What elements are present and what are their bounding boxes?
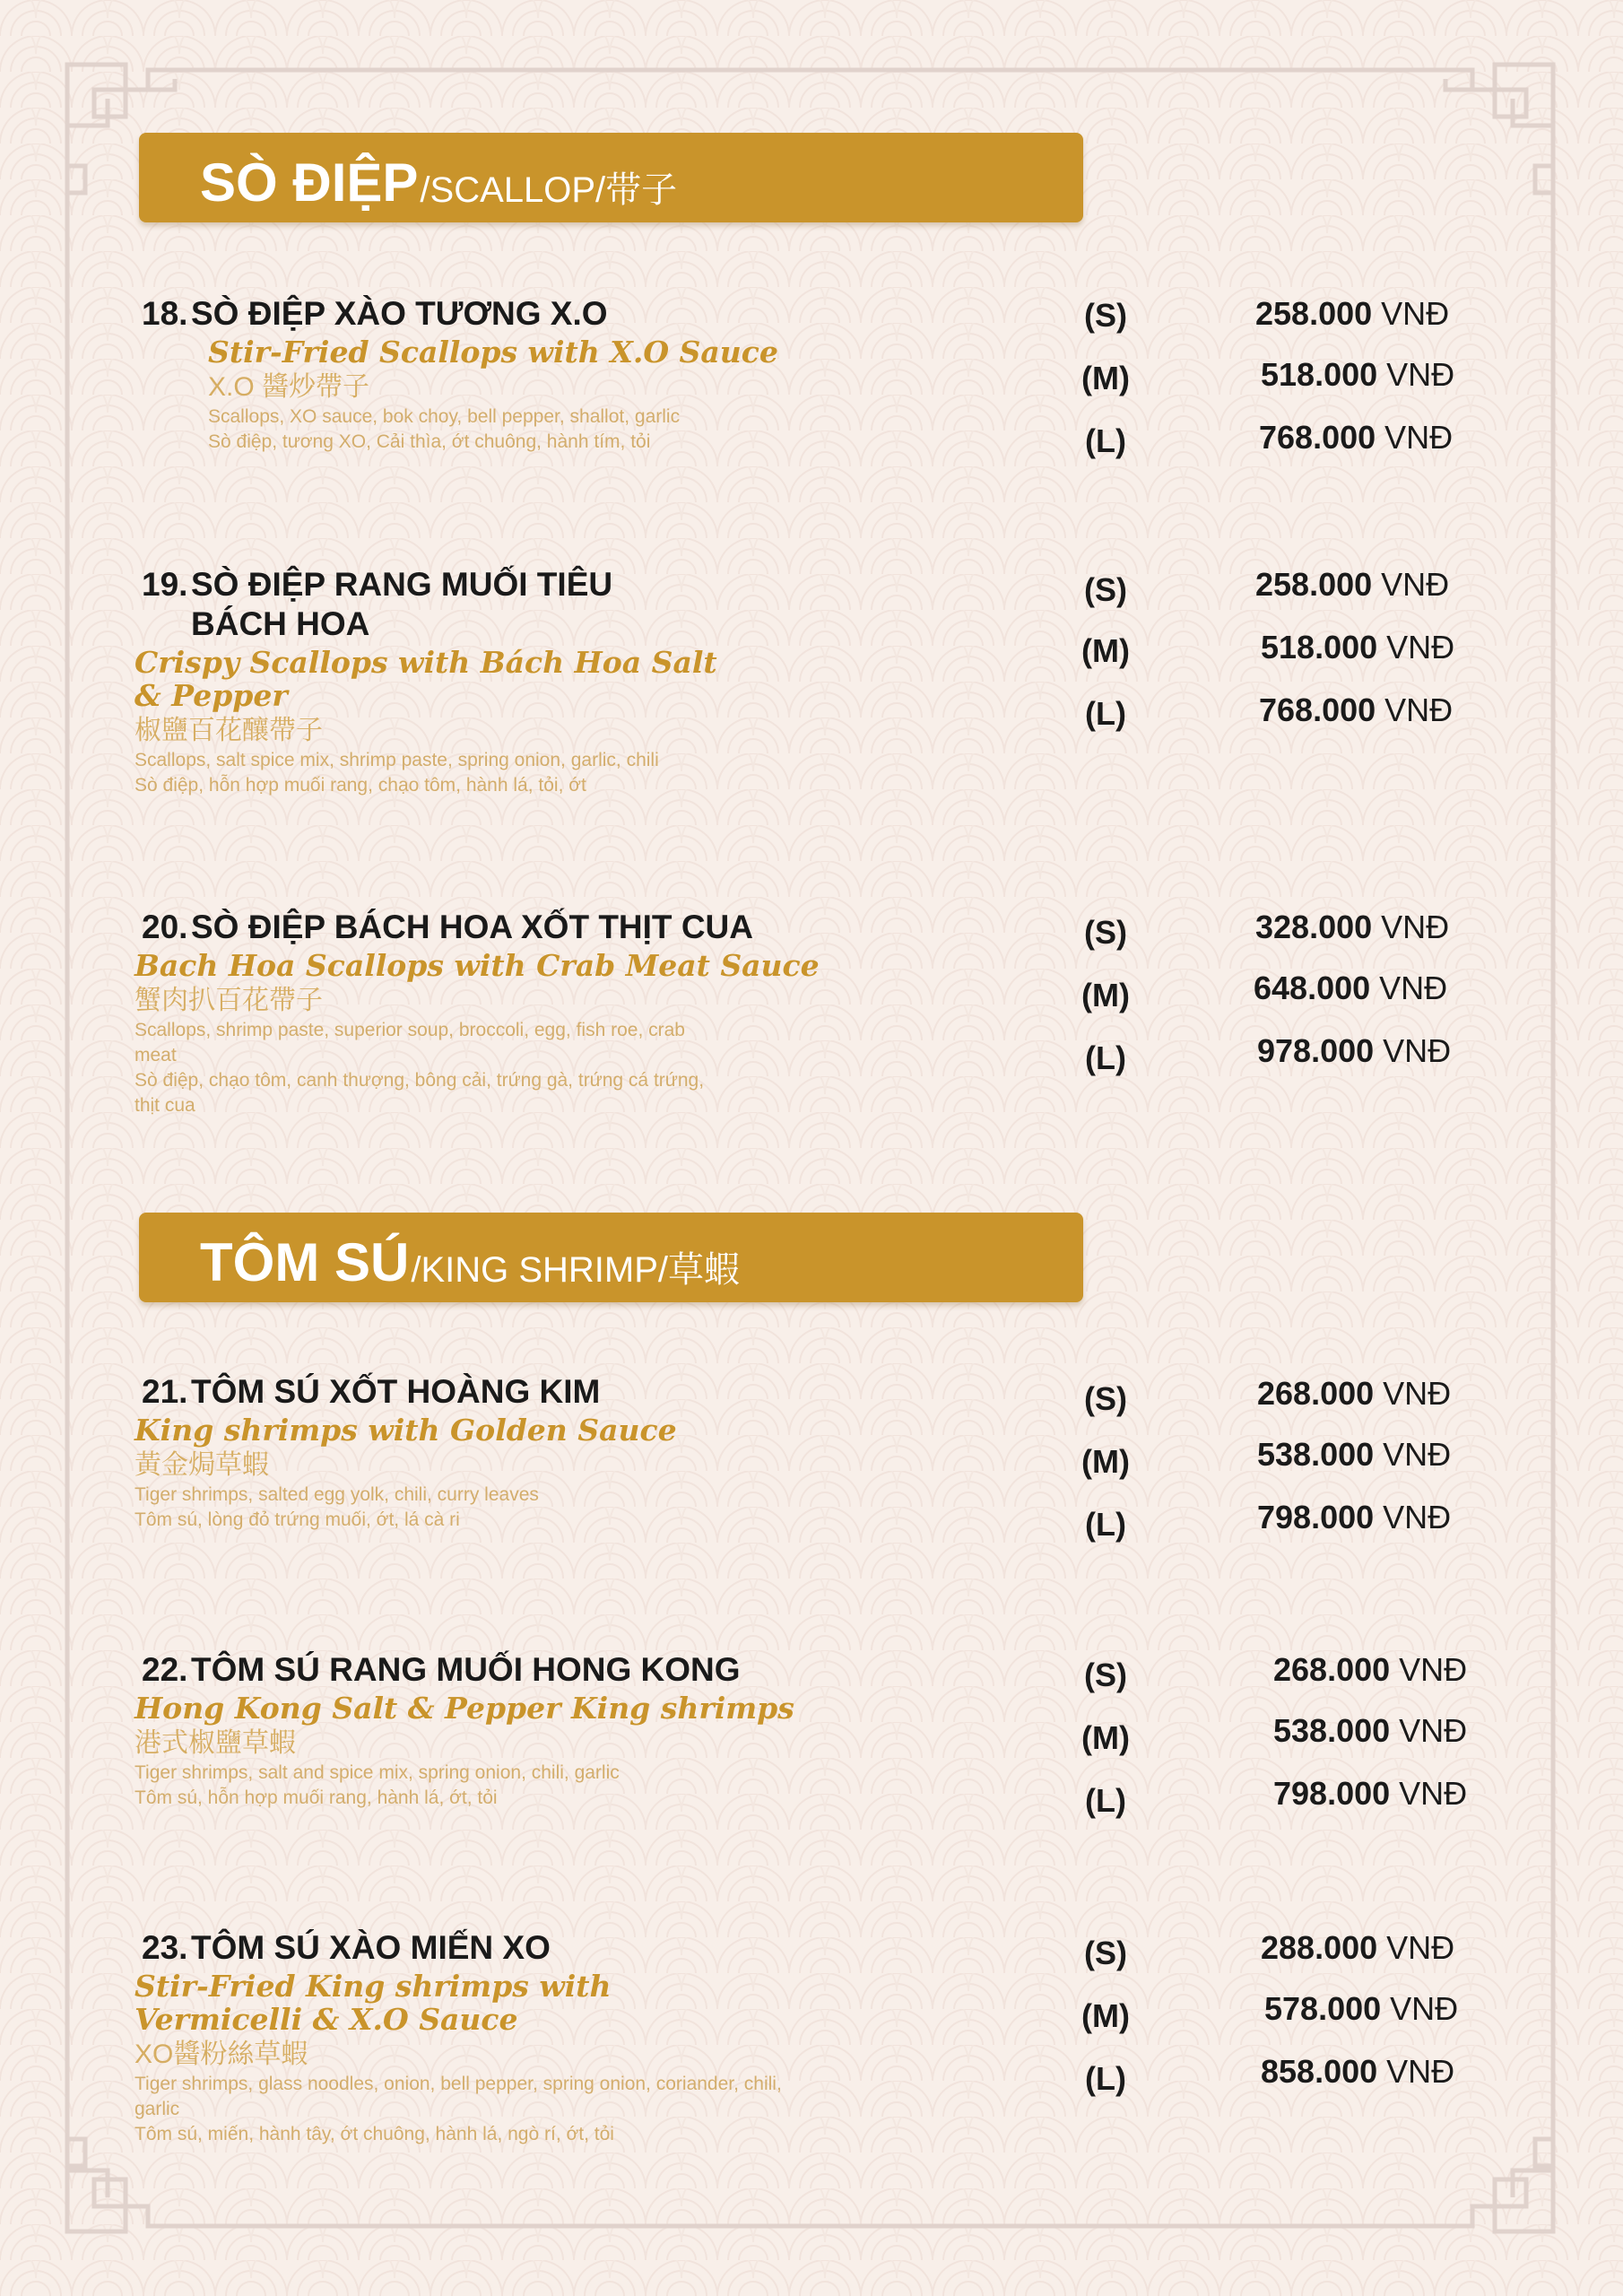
size-label: (L) [1085, 695, 1126, 732]
item-number: 20. [142, 909, 188, 945]
size-label: (S) [1084, 914, 1127, 951]
price [1257, 1500, 1451, 1535]
price-value: 258.000 [1255, 295, 1373, 332]
size-label: (M) [1081, 1443, 1130, 1480]
currency: VNĐ [1379, 970, 1448, 1006]
size-label: (M) [1081, 977, 1130, 1013]
price-value: 538.000 [1273, 1712, 1391, 1749]
price [1255, 296, 1449, 332]
size-label: (M) [1081, 632, 1130, 669]
section-banner-king-shrimp [139, 1213, 1083, 1302]
price-value: 538.000 [1257, 1436, 1375, 1473]
item-title: SÒ ĐIỆP XÀO TƯƠNG X.O [191, 295, 608, 332]
item-ingredients-vi: Sò điệp, tương XO, Cải thìa, ớt chuông, hành tím, tỏi [208, 431, 651, 452]
item-title: SÒ ĐIỆP RANG MUỐI TIÊU BÁCH HOA [191, 566, 613, 642]
section-title: TÔM SÚ [200, 1232, 410, 1292]
price [1261, 630, 1454, 665]
item-chinese-name: 港式椒鹽草蝦 [135, 1728, 296, 1758]
currency: VNĐ [1386, 1929, 1455, 1966]
currency: VNĐ [1381, 295, 1450, 332]
currency: VNĐ [1384, 691, 1454, 728]
currency: VNĐ [1390, 1990, 1459, 2027]
currency: VNĐ [1386, 629, 1455, 665]
price-value: 258.000 [1255, 566, 1373, 603]
price [1264, 1991, 1458, 2027]
menu-item-21 [135, 1372, 852, 1533]
price-value: 798.000 [1257, 1499, 1375, 1535]
currency: VNĐ [1399, 1775, 1468, 1812]
currency: VNĐ [1383, 1375, 1452, 1412]
item-number: 23. [142, 1929, 188, 1966]
price [1273, 1713, 1467, 1749]
currency: VNĐ [1383, 1499, 1452, 1535]
section-subtitle: /SCALLOP/带子 [420, 170, 678, 210]
size-label: (S) [1084, 1657, 1127, 1693]
price [1259, 420, 1453, 456]
currency: VNĐ [1386, 356, 1455, 393]
size-label: (L) [1085, 422, 1126, 459]
size-label: (M) [1081, 1719, 1130, 1756]
currency: VNĐ [1381, 566, 1450, 603]
item-chinese-name: XO醬粉絲草蝦 [135, 2039, 308, 2069]
size-label: (S) [1084, 1380, 1127, 1417]
menu-item-18 [135, 294, 852, 455]
item-number: 22. [142, 1651, 188, 1688]
currency: VNĐ [1399, 1712, 1468, 1749]
item-english-name: Crispy Scallops with Bách Hoa Salt & Pepper [135, 645, 717, 713]
price [1273, 1652, 1467, 1688]
size-label: (S) [1084, 1935, 1127, 1971]
section-subtitle: /KING SHRIMP/草蝦 [411, 1250, 741, 1290]
item-number: 18. [142, 295, 188, 332]
item-english-name: Hong Kong Salt & Pepper King shrimps [135, 1691, 794, 1726]
item-ingredients-vi: Tôm sú, miến, hành tây, ớt chuông, hành lá, ngò rí, ớt, tỏi [135, 2124, 614, 2144]
item-chinese-name: 椒鹽百花釀帶子 [135, 716, 323, 745]
item-ingredients-en: Tiger shrimps, salted egg yolk, chili, curry leaves [135, 1484, 539, 1505]
menu-item-19 [135, 565, 852, 798]
size-label: (S) [1084, 571, 1127, 608]
size-label: (S) [1084, 297, 1127, 334]
size-label: (L) [1085, 1506, 1126, 1543]
menu-item-22 [135, 1650, 852, 1811]
item-english-name: Bach Hoa Scallops with Crab Meat Sauce [135, 948, 820, 983]
price [1273, 1776, 1467, 1812]
price-value: 768.000 [1259, 691, 1376, 728]
price [1261, 2054, 1454, 2090]
menu-item-20 [135, 908, 852, 1118]
item-ingredients-en: Scallops, XO sauce, bok choy, bell pepper, shallot, garlic [208, 406, 681, 427]
currency: VNĐ [1381, 909, 1450, 945]
section-banner-scallop [139, 133, 1083, 222]
currency: VNĐ [1384, 419, 1454, 456]
price-value: 858.000 [1261, 2053, 1378, 2090]
currency: VNĐ [1383, 1032, 1452, 1069]
item-title: SÒ ĐIỆP BÁCH HOA XỐT THỊT CUA [191, 909, 753, 945]
item-english-name: Stir-Fried Scallops with X.O Sauce [208, 335, 778, 370]
price-value: 328.000 [1255, 909, 1373, 945]
currency: VNĐ [1386, 2053, 1455, 2090]
item-ingredients-en: Tiger shrimps, salt and spice mix, spring onion, chili, garlic [135, 1762, 620, 1783]
size-label: (L) [1085, 1039, 1126, 1076]
item-english-name: Stir-Fried King shrimps with Vermicelli & X.O Sauce [135, 1969, 612, 2037]
price [1254, 970, 1447, 1006]
item-ingredients-vi: Tôm sú, lòng đỏ trứng muối, ớt, lá cà ri [135, 1509, 460, 1530]
currency: VNĐ [1399, 1651, 1468, 1688]
menu-item-23 [135, 1928, 852, 2147]
price [1259, 692, 1453, 728]
item-ingredients-vi: Sò điệp, chạo tôm, canh thượng, bông cải, trứng gà, trứng cá trứng, thịt cua [135, 1070, 705, 1116]
item-chinese-name: 黃金焗草蝦 [135, 1450, 269, 1480]
price [1257, 1376, 1451, 1412]
item-chinese-name: 蟹肉扒百花帶子 [135, 986, 323, 1015]
item-ingredients-vi: Sò điệp, hỗn hợp muối rang, chạo tôm, hành lá, tỏi, ớt [135, 775, 586, 796]
size-label: (M) [1081, 1997, 1130, 2034]
price-value: 288.000 [1261, 1929, 1378, 1966]
price [1261, 1930, 1454, 1966]
price-value: 518.000 [1261, 356, 1378, 393]
price [1261, 357, 1454, 393]
price-value: 648.000 [1254, 970, 1371, 1006]
item-number: 19. [142, 566, 188, 603]
price-value: 518.000 [1261, 629, 1378, 665]
section-title: SÒ ĐIỆP [200, 152, 419, 213]
item-title: TÔM SÚ XỐT HOÀNG KIM [191, 1373, 601, 1410]
price [1255, 567, 1449, 603]
item-chinese-name: X.O 醬炒帶子 [208, 372, 370, 402]
size-label: (M) [1081, 360, 1130, 396]
item-title: TÔM SÚ XÀO MIẾN XO [191, 1929, 551, 1966]
price-value: 978.000 [1257, 1032, 1375, 1069]
item-english-name: King shrimps with Golden Sauce [135, 1413, 677, 1448]
size-label: (L) [1085, 1782, 1126, 1819]
item-number: 21. [142, 1373, 188, 1410]
price-value: 578.000 [1264, 1990, 1382, 2027]
price-value: 268.000 [1273, 1651, 1391, 1688]
item-ingredients-en: Scallops, salt spice mix, shrimp paste, spring onion, garlic, chili [135, 750, 659, 770]
item-ingredients-en: Tiger shrimps, glass noodles, onion, bell pepper, spring onion, coriander, chili, garlic [135, 2074, 782, 2119]
price [1257, 1033, 1451, 1069]
price [1255, 909, 1449, 945]
currency: VNĐ [1383, 1436, 1452, 1473]
price [1257, 1437, 1451, 1473]
item-ingredients-vi: Tôm sú, hỗn hợp muối rang, hành lá, ớt, tỏi [135, 1787, 498, 1808]
price-value: 798.000 [1273, 1775, 1391, 1812]
price-value: 768.000 [1259, 419, 1376, 456]
size-label: (L) [1085, 2060, 1126, 2097]
price-value: 268.000 [1257, 1375, 1375, 1412]
item-ingredients-en: Scallops, shrimp paste, superior soup, broccoli, egg, fish roe, crab meat [135, 1020, 685, 1065]
item-title: TÔM SÚ RANG MUỐI HONG KONG [191, 1651, 741, 1688]
